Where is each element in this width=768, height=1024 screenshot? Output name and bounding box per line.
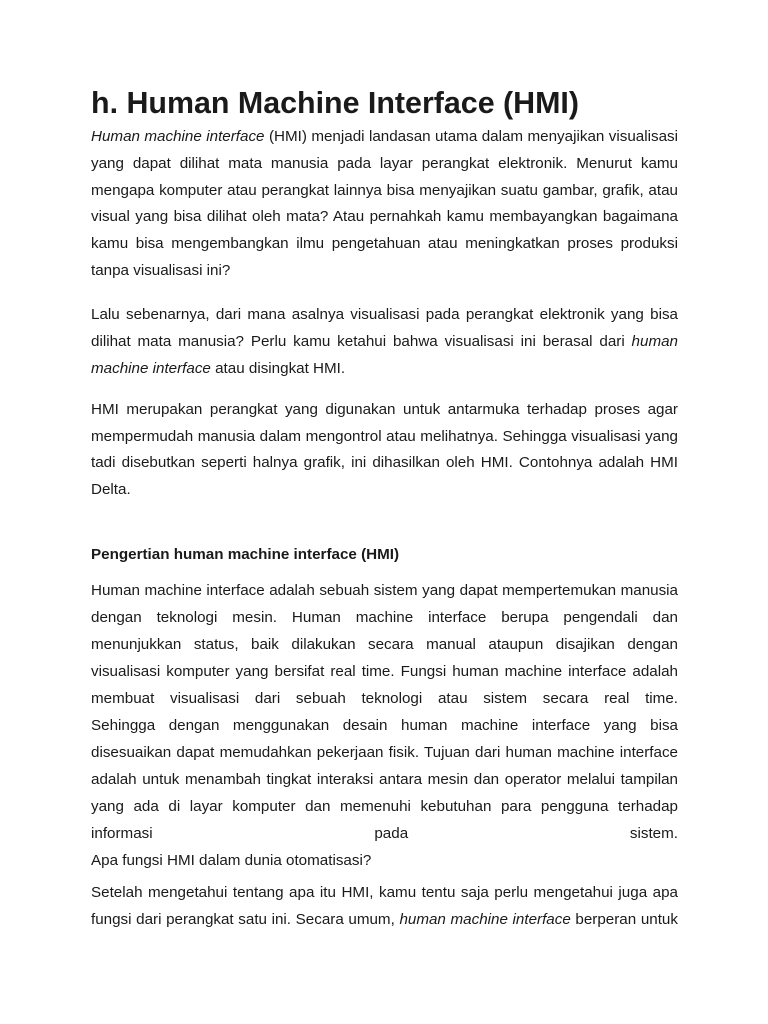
text-run: yang dapat dilihat mata manusia pada layar perangkat elektronik. Menurut kamu bbox=[91, 154, 678, 172]
paragraph-fungsi bbox=[91, 883, 678, 937]
text-run: Delta. bbox=[91, 480, 131, 498]
text-line bbox=[91, 910, 678, 937]
italic-text-run: machine interface bbox=[91, 359, 211, 377]
italic-text-run: human machine interface bbox=[399, 911, 571, 928]
text-run: dilihat mata manusia? Perlu kamu ketahui bahwa visualisasi ini berasal dari bbox=[91, 332, 632, 350]
text-run: visual yang bisa dilihat oleh mata? Atau pernahkah kamu membayangkan bagaimana bbox=[91, 208, 678, 226]
text-line bbox=[91, 400, 678, 427]
text-run: Sehingga dengan menggunakan desain human machine interface yang bisa bbox=[91, 717, 678, 734]
text-line bbox=[91, 581, 678, 608]
text-line bbox=[91, 770, 678, 797]
text-line bbox=[91, 453, 678, 480]
text-run: mengapa komputer atau perangkat lainnya bisa menyajikan suatu gambar, grafik, atau bbox=[91, 181, 678, 199]
section-heading-pengertian: Pengertian human machine interface (HMI) bbox=[91, 546, 400, 563]
text-run: (HMI) menjadi landasan utama dalam menyajikan visualisasi bbox=[264, 128, 678, 145]
italic-text-run: human bbox=[631, 332, 678, 350]
text-line bbox=[91, 427, 678, 454]
text-run: dengan teknologi mesin. Human machine interface berupa pengendali dan bbox=[91, 609, 678, 626]
text-run: visualisasi komputer yang bersifat real time. Fungsi human machine interface adalah bbox=[91, 663, 678, 680]
text-run: tanpa visualisasi ini? bbox=[91, 261, 231, 279]
text-run: Human machine interface adalah sebuah sistem yang dapat mempertemukan manusia bbox=[91, 582, 678, 599]
text-line bbox=[91, 181, 678, 208]
text-line bbox=[91, 305, 678, 332]
text-line bbox=[91, 883, 678, 910]
text-run: informasi pada sistem. bbox=[91, 825, 678, 842]
text-line bbox=[91, 635, 678, 662]
text-run: membuat visualisasi dari sebuah teknologi atau sistem secara real time. bbox=[91, 690, 678, 707]
text-line bbox=[91, 743, 678, 770]
italic-text-run: Human machine interface bbox=[91, 128, 265, 145]
text-run: Setelah mengetahui tentang apa itu HMI, kamu tentu saja perlu mengetahui juga apa bbox=[91, 884, 678, 901]
text-run: menunjukkan status, baik dilakukan secara manual ataupun disajikan dengan bbox=[91, 636, 678, 653]
text-line bbox=[91, 797, 678, 824]
text-line bbox=[91, 716, 678, 743]
text-line bbox=[91, 359, 678, 386]
text-run: Lalu sebenarnya, dari mana asalnya visualisasi pada perangkat elektronik yang bisa bbox=[91, 306, 678, 323]
text-line bbox=[91, 662, 678, 689]
text-line bbox=[91, 207, 678, 234]
paragraph-hmi-definition bbox=[91, 400, 678, 506]
text-run: tadi disebutkan seperti halnya grafik, ini dihasilkan oleh HMI. Contohnya adalah HMI bbox=[91, 454, 678, 471]
text-run: yang ada di layar komputer dan memenuhi kebutuhan para pengguna terhadap bbox=[91, 798, 678, 815]
section-heading-hmi: h. Human Machine Interface (HMI) bbox=[91, 86, 580, 120]
text-line bbox=[91, 689, 678, 716]
text-line bbox=[91, 154, 678, 181]
text-run: disesuaikan dapat memudahkan pekerjaan fisik. Tujuan dari human machine interface bbox=[91, 744, 678, 761]
text-run: adalah untuk menambah tingkat interaksi antara mesin dan operator melalui tampilan bbox=[91, 771, 678, 788]
text-run: fungsi dari perangkat satu ini. Secara umum, bbox=[91, 911, 400, 928]
text-line bbox=[91, 480, 678, 507]
text-line bbox=[91, 851, 678, 878]
text-run: kamu bisa mengembangkan ilmu pengetahuan atau meningkatkan proses produksi bbox=[91, 235, 678, 253]
text-run: HMI merupakan perangkat yang digunakan untuk antarmuka terhadap proses agar bbox=[91, 401, 678, 418]
text-run: atau disingkat HMI. bbox=[210, 359, 346, 377]
text-run: mempermudah manusia dalam mengontrol atau melihatnya. Sehingga visualisasi yang bbox=[91, 427, 678, 445]
paragraph-pengertian bbox=[91, 581, 678, 878]
paragraph-hmi-intro bbox=[91, 127, 678, 288]
paragraph-hmi-origin bbox=[91, 305, 678, 385]
text-line bbox=[91, 608, 678, 635]
text-line bbox=[91, 234, 678, 261]
text-line bbox=[91, 261, 678, 288]
text-run: berperan untuk bbox=[570, 911, 678, 928]
text-line bbox=[91, 127, 678, 154]
text-run: Apa fungsi HMI dalam dunia otomatisasi? bbox=[91, 852, 372, 869]
text-line bbox=[91, 332, 678, 359]
text-line bbox=[91, 824, 678, 851]
